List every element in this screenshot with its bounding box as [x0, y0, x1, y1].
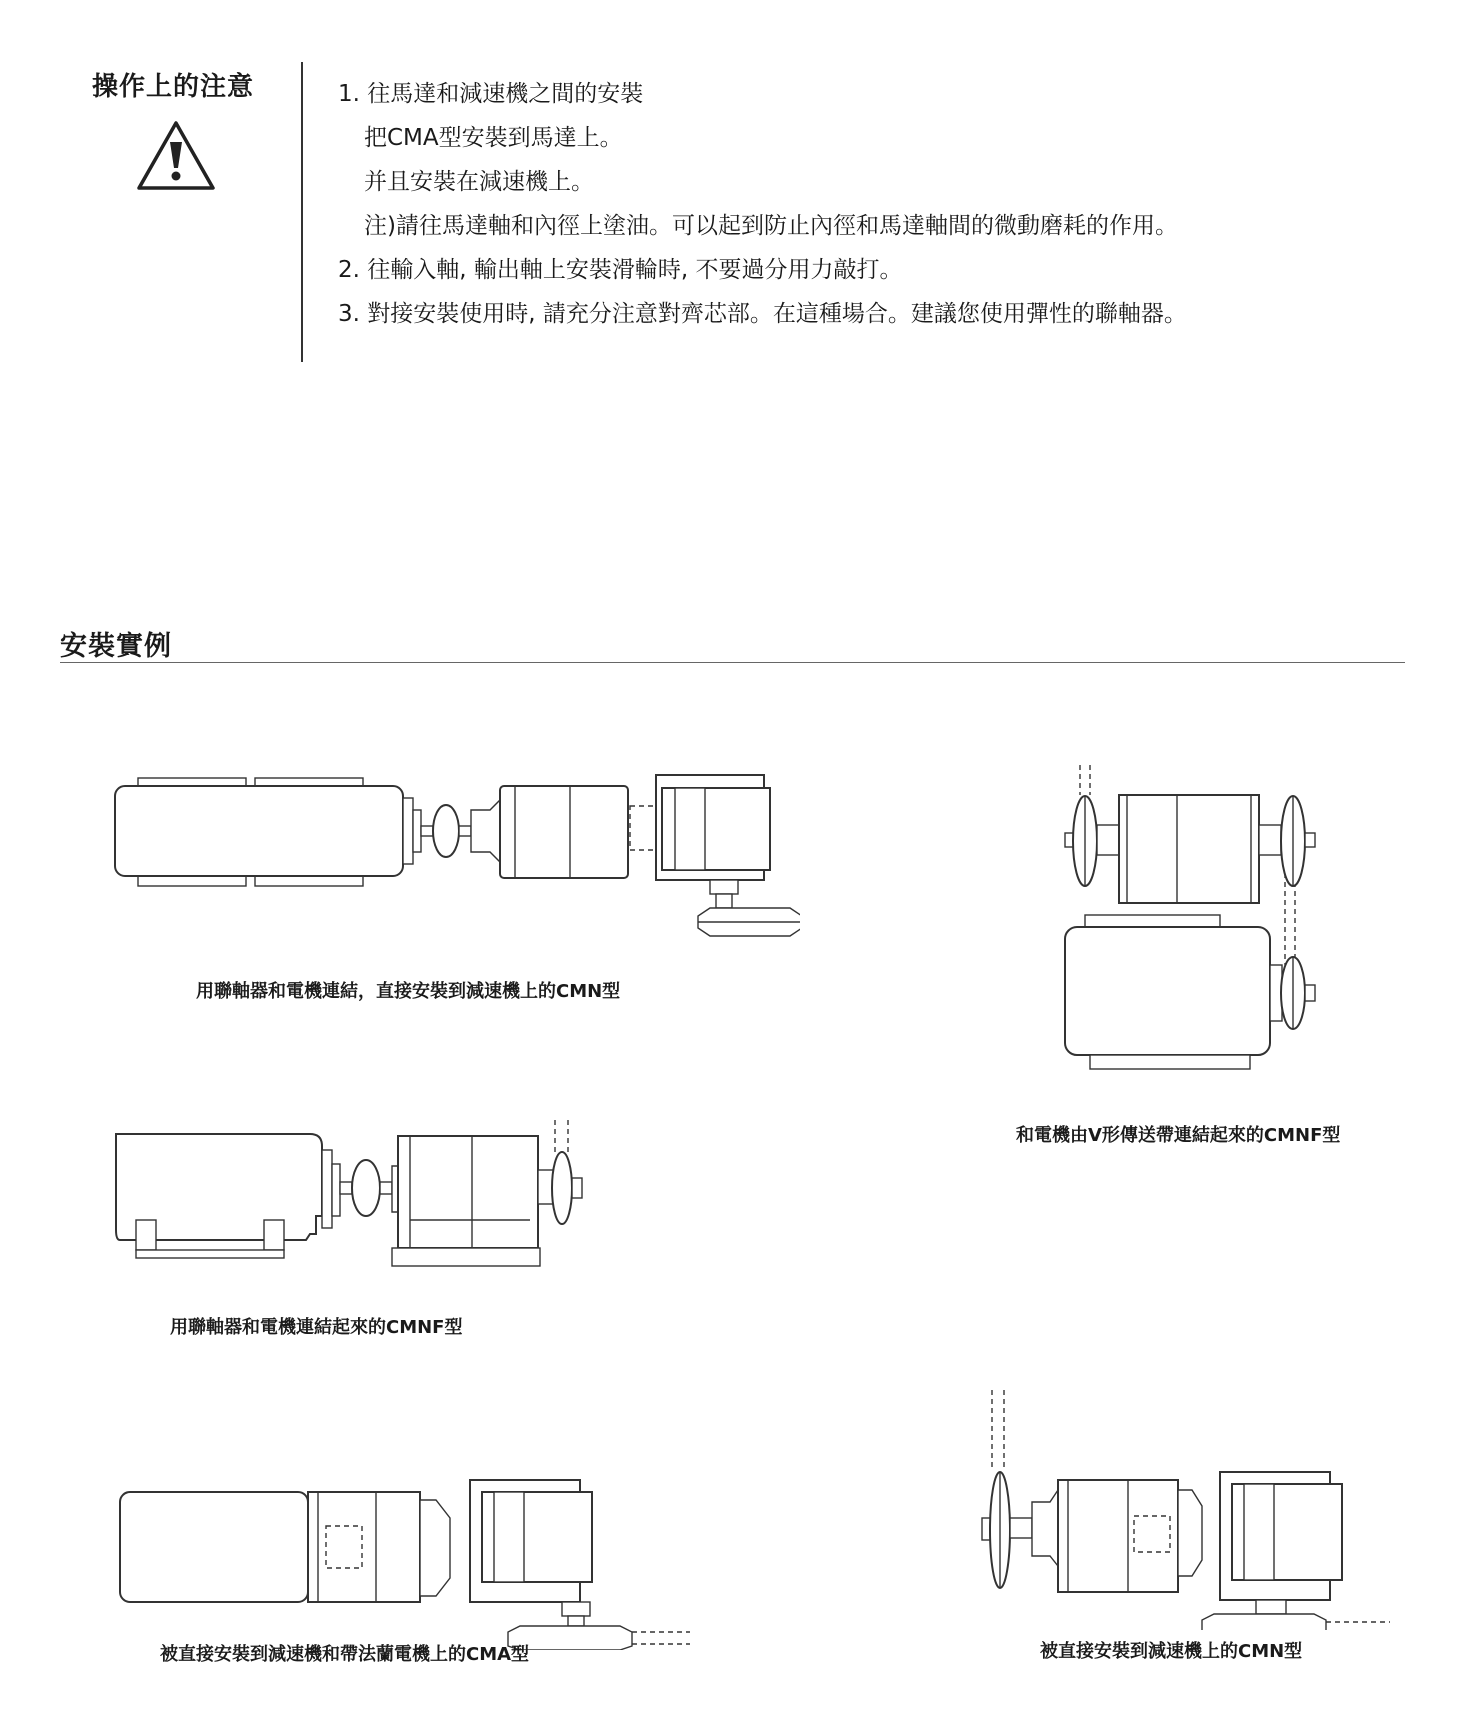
figure-cmnf-vbelt — [1045, 765, 1325, 1095]
note-line: 1. 往馬達和減速機之間的安裝 — [338, 81, 644, 107]
figure-cma-flange — [100, 1470, 700, 1650]
figure-caption: 和電機由V形傳送帶連結起來的CMNF型 — [1016, 1125, 1341, 1146]
section-divider — [60, 662, 1405, 663]
note-line: 2. 往輸入軸, 輸出軸上安裝滑輪時, 不要過分用力敲打。 — [338, 257, 903, 283]
figure-caption: 用聯軸器和電機連結，直接安裝到減速機上的CMN型 — [196, 981, 621, 1002]
caution-divider — [301, 62, 303, 362]
caution-title: 操作上的注意 — [92, 72, 255, 102]
note-line: 3. 對接安裝使用時, 請充分注意對齊芯部。在這種場合。建議您使用彈性的聯軸器。 — [338, 301, 1187, 327]
figure-caption: 用聯軸器和電機連結起來的CMNF型 — [170, 1317, 463, 1338]
figure-cmn-direct — [970, 1390, 1400, 1630]
warning-triangle-icon — [134, 118, 218, 194]
figure-cmn-coupling — [100, 750, 800, 950]
note-line: 并且安裝在減速機上。 — [364, 169, 594, 195]
note-line: 把CMA型安裝到馬達上。 — [364, 125, 623, 151]
section-title: 安裝實例 — [60, 631, 172, 662]
figure-caption: 被直接安裝到減速機和帶法蘭電機上的CMA型 — [160, 1644, 530, 1665]
figure-cmnf-coupling — [100, 1120, 600, 1290]
figure-caption: 被直接安裝到減速機上的CMN型 — [1040, 1641, 1303, 1662]
caution-notes — [338, 72, 1187, 336]
note-line: 注)請往馬達軸和內徑上塗油。可以起到防止內徑和馬達軸間的微動磨耗的作用。 — [364, 213, 1178, 239]
